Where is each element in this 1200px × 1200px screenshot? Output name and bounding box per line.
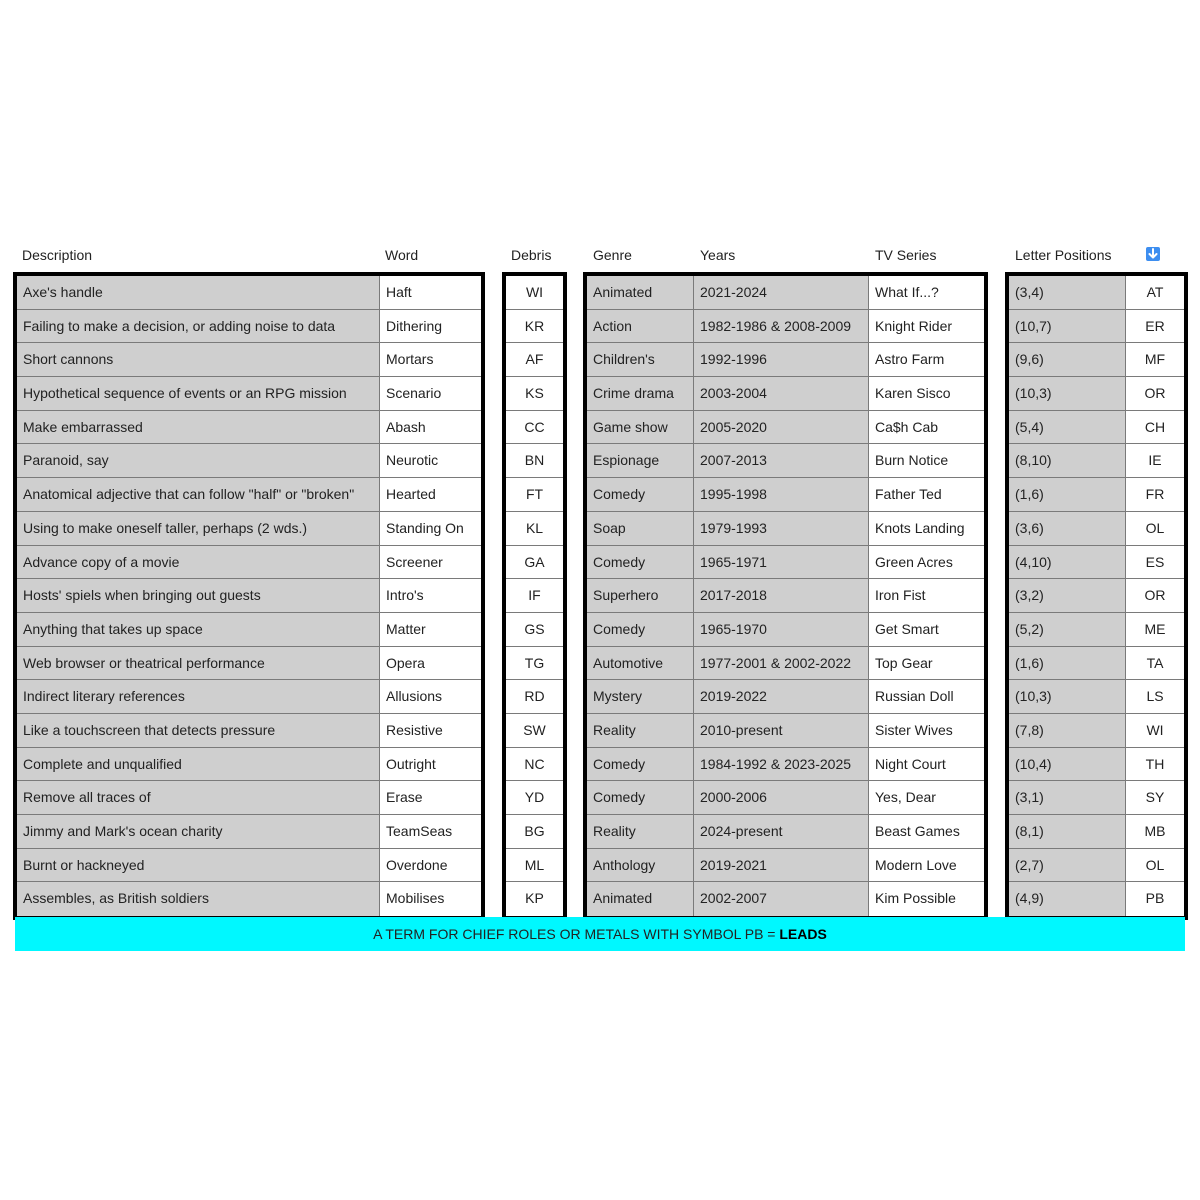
letters-cell: TA bbox=[1126, 647, 1184, 681]
genre-cell: Crime drama bbox=[587, 377, 694, 411]
letter-positions-cell: (3,2) bbox=[1009, 579, 1126, 613]
tv-series-cell: Top Gear bbox=[869, 647, 984, 681]
genre-cell: Comedy bbox=[587, 546, 694, 580]
letters-cell: CH bbox=[1126, 411, 1184, 445]
years-cell: 2007-2013 bbox=[694, 444, 869, 478]
word-cell: Mobilises bbox=[380, 882, 481, 916]
years-cell: 1992-1996 bbox=[694, 343, 869, 377]
description-cell: Using to make oneself taller, perhaps (2 wds.) bbox=[17, 512, 380, 546]
debris-cell: KS bbox=[506, 377, 563, 411]
letters-cell: TH bbox=[1126, 748, 1184, 782]
tv-series-cell: Russian Doll bbox=[869, 680, 984, 714]
genre-cell: Espionage bbox=[587, 444, 694, 478]
years-cell: 2017-2018 bbox=[694, 579, 869, 613]
answer-banner bbox=[15, 917, 1185, 951]
tv-series-cell: Kim Possible bbox=[869, 882, 984, 916]
word-cell: Haft bbox=[380, 276, 481, 310]
letters-cell: PB bbox=[1126, 882, 1184, 916]
letter-positions-cell: (5,4) bbox=[1009, 411, 1126, 445]
debris-cell: WI bbox=[506, 276, 563, 310]
debris-cell: YD bbox=[506, 781, 563, 815]
genre-cell: Comedy bbox=[587, 748, 694, 782]
tv-series-cell: What If...? bbox=[869, 276, 984, 310]
word-cell: Erase bbox=[380, 781, 481, 815]
header-years: Years bbox=[700, 247, 736, 263]
tv-series-cell: Yes, Dear bbox=[869, 781, 984, 815]
debris-cell: CC bbox=[506, 411, 563, 445]
description-cell: Remove all traces of bbox=[17, 781, 380, 815]
letters-cell: ER bbox=[1126, 310, 1184, 344]
letter-positions-cell: (10,3) bbox=[1009, 680, 1126, 714]
answer-word: LEADS bbox=[779, 926, 827, 942]
letter-positions-cell: (1,6) bbox=[1009, 478, 1126, 512]
description-cell: Assembles, as British soldiers bbox=[17, 882, 380, 916]
letter-positions-cell: (2,7) bbox=[1009, 849, 1126, 883]
years-cell: 1984-1992 & 2023-2025 bbox=[694, 748, 869, 782]
genre-cell: Game show bbox=[587, 411, 694, 445]
tv-series-cell: Astro Farm bbox=[869, 343, 984, 377]
description-cell: Complete and unqualified bbox=[17, 748, 380, 782]
letters-cell: ME bbox=[1126, 613, 1184, 647]
word-cell: Scenario bbox=[380, 377, 481, 411]
header-tv-series: TV Series bbox=[875, 247, 937, 263]
description-cell: Anything that takes up space bbox=[17, 613, 380, 647]
letters-cell: OR bbox=[1126, 579, 1184, 613]
header-word: Word bbox=[385, 247, 419, 263]
letter-positions-cell: (4,9) bbox=[1009, 882, 1126, 916]
letter-positions-cell: (10,4) bbox=[1009, 748, 1126, 782]
debris-cell: FT bbox=[506, 478, 563, 512]
letter-positions-cell: (3,4) bbox=[1009, 276, 1126, 310]
debris-cell: SW bbox=[506, 714, 563, 748]
word-cell: Opera bbox=[380, 647, 481, 681]
genre-cell: Animated bbox=[587, 882, 694, 916]
answer-prompt: A TERM FOR CHIEF ROLES OR METALS WITH SYMBOL PB = bbox=[373, 926, 780, 942]
genre-cell: Comedy bbox=[587, 781, 694, 815]
genre-cell: Children's bbox=[587, 343, 694, 377]
letters-cell: OL bbox=[1126, 512, 1184, 546]
word-cell: Neurotic bbox=[380, 444, 481, 478]
tv-series-cell: Burn Notice bbox=[869, 444, 984, 478]
years-cell: 2021-2024 bbox=[694, 276, 869, 310]
word-cell: Intro's bbox=[380, 579, 481, 613]
word-cell: Dithering bbox=[380, 310, 481, 344]
letter-positions-cell: (3,6) bbox=[1009, 512, 1126, 546]
word-cell: Abash bbox=[380, 411, 481, 445]
description-cell: Axe's handle bbox=[17, 276, 380, 310]
years-cell: 2019-2022 bbox=[694, 680, 869, 714]
header-description: Description bbox=[22, 247, 93, 263]
years-cell: 1965-1970 bbox=[694, 613, 869, 647]
debris-cell: IF bbox=[506, 579, 563, 613]
header-debris: Debris bbox=[511, 247, 552, 263]
letter-positions-cell: (5,2) bbox=[1009, 613, 1126, 647]
letter-positions-cell: (9,6) bbox=[1009, 343, 1126, 377]
letters-cell: MB bbox=[1126, 815, 1184, 849]
debris-cell: BN bbox=[506, 444, 563, 478]
years-cell: 2019-2021 bbox=[694, 849, 869, 883]
years-cell: 1977-2001 & 2002-2022 bbox=[694, 647, 869, 681]
debris-cell: GA bbox=[506, 546, 563, 580]
letters-cell: OR bbox=[1126, 377, 1184, 411]
genre-cell: Comedy bbox=[587, 613, 694, 647]
genre-cell: Superhero bbox=[587, 579, 694, 613]
letter-positions-cell: (3,1) bbox=[1009, 781, 1126, 815]
years-cell: 1995-1998 bbox=[694, 478, 869, 512]
word-cell: Allusions bbox=[380, 680, 481, 714]
header-genre: Genre bbox=[593, 247, 632, 263]
tv-series-cell: Knots Landing bbox=[869, 512, 984, 546]
description-cell: Failing to make a decision, or adding noise to data bbox=[17, 310, 380, 344]
header-letter-positions: Letter Positions bbox=[1015, 247, 1112, 263]
years-cell: 1982-1986 & 2008-2009 bbox=[694, 310, 869, 344]
tv-series-table bbox=[583, 272, 988, 920]
description-cell: Indirect literary references bbox=[17, 680, 380, 714]
word-cell: TeamSeas bbox=[380, 815, 481, 849]
letter-positions-cell: (1,6) bbox=[1009, 647, 1126, 681]
tv-series-cell: Knight Rider bbox=[869, 310, 984, 344]
tv-series-cell: Beast Games bbox=[869, 815, 984, 849]
genre-cell: Anthology bbox=[587, 849, 694, 883]
tv-series-cell: Night Court bbox=[869, 748, 984, 782]
debris-cell: ML bbox=[506, 849, 563, 883]
word-cell: Hearted bbox=[380, 478, 481, 512]
description-cell: Jimmy and Mark's ocean charity bbox=[17, 815, 380, 849]
debris-cell: GS bbox=[506, 613, 563, 647]
description-cell: Hypothetical sequence of events or an RPG mission bbox=[17, 377, 380, 411]
description-cell: Paranoid, say bbox=[17, 444, 380, 478]
letters-cell: MF bbox=[1126, 343, 1184, 377]
description-cell: Hosts' spiels when bringing out guests bbox=[17, 579, 380, 613]
word-cell: Standing On bbox=[380, 512, 481, 546]
word-cell: Outright bbox=[380, 748, 481, 782]
letter-positions-cell: (10,7) bbox=[1009, 310, 1126, 344]
letter-positions-cell: (4,10) bbox=[1009, 546, 1126, 580]
word-cell: Matter bbox=[380, 613, 481, 647]
debris-cell: RD bbox=[506, 680, 563, 714]
tv-series-cell: Get Smart bbox=[869, 613, 984, 647]
genre-cell: Mystery bbox=[587, 680, 694, 714]
description-cell: Advance copy of a movie bbox=[17, 546, 380, 580]
genre-cell: Automotive bbox=[587, 647, 694, 681]
letter-positions-cell: (8,10) bbox=[1009, 444, 1126, 478]
description-cell: Short cannons bbox=[17, 343, 380, 377]
years-cell: 2002-2007 bbox=[694, 882, 869, 916]
letters-cell: LS bbox=[1126, 680, 1184, 714]
genre-cell: Animated bbox=[587, 276, 694, 310]
description-cell: Web browser or theatrical performance bbox=[17, 647, 380, 681]
description-cell: Burnt or hackneyed bbox=[17, 849, 380, 883]
debris-cell: KP bbox=[506, 882, 563, 916]
clue-table bbox=[13, 272, 485, 920]
letters-cell: ES bbox=[1126, 546, 1184, 580]
tv-series-cell: Modern Love bbox=[869, 849, 984, 883]
tv-series-cell: Karen Sisco bbox=[869, 377, 984, 411]
genre-cell: Reality bbox=[587, 714, 694, 748]
genre-cell: Action bbox=[587, 310, 694, 344]
debris-cell: KL bbox=[506, 512, 563, 546]
description-cell: Like a touchscreen that detects pressure bbox=[17, 714, 380, 748]
description-cell: Make embarrassed bbox=[17, 411, 380, 445]
word-cell: Screener bbox=[380, 546, 481, 580]
letters-cell: WI bbox=[1126, 714, 1184, 748]
genre-cell: Reality bbox=[587, 815, 694, 849]
letter-positions-cell: (7,8) bbox=[1009, 714, 1126, 748]
debris-cell: NC bbox=[506, 748, 563, 782]
letter-positions-table bbox=[1005, 272, 1188, 920]
debris-cell: AF bbox=[506, 343, 563, 377]
years-cell: 2000-2006 bbox=[694, 781, 869, 815]
debris-table bbox=[502, 272, 567, 920]
years-cell: 1979-1993 bbox=[694, 512, 869, 546]
years-cell: 2010-present bbox=[694, 714, 869, 748]
letters-cell: SY bbox=[1126, 781, 1184, 815]
years-cell: 2005-2020 bbox=[694, 411, 869, 445]
letters-cell: OL bbox=[1126, 849, 1184, 883]
years-cell: 2024-present bbox=[694, 815, 869, 849]
debris-cell: BG bbox=[506, 815, 563, 849]
debris-cell: KR bbox=[506, 310, 563, 344]
tv-series-cell: Iron Fist bbox=[869, 579, 984, 613]
letters-cell: IE bbox=[1126, 444, 1184, 478]
tv-series-cell: Green Acres bbox=[869, 546, 984, 580]
genre-cell: Comedy bbox=[587, 478, 694, 512]
arrow-down-icon[interactable] bbox=[1146, 247, 1160, 261]
letters-cell: FR bbox=[1126, 478, 1184, 512]
word-cell: Resistive bbox=[380, 714, 481, 748]
tv-series-cell: Ca$h Cab bbox=[869, 411, 984, 445]
word-cell: Mortars bbox=[380, 343, 481, 377]
debris-cell: TG bbox=[506, 647, 563, 681]
description-cell: Anatomical adjective that can follow "half" or "broken" bbox=[17, 478, 380, 512]
years-cell: 1965-1971 bbox=[694, 546, 869, 580]
years-cell: 2003-2004 bbox=[694, 377, 869, 411]
genre-cell: Soap bbox=[587, 512, 694, 546]
letter-positions-cell: (8,1) bbox=[1009, 815, 1126, 849]
tv-series-cell: Father Ted bbox=[869, 478, 984, 512]
letters-cell: AT bbox=[1126, 276, 1184, 310]
word-cell: Overdone bbox=[380, 849, 481, 883]
letter-positions-cell: (10,3) bbox=[1009, 377, 1126, 411]
tv-series-cell: Sister Wives bbox=[869, 714, 984, 748]
